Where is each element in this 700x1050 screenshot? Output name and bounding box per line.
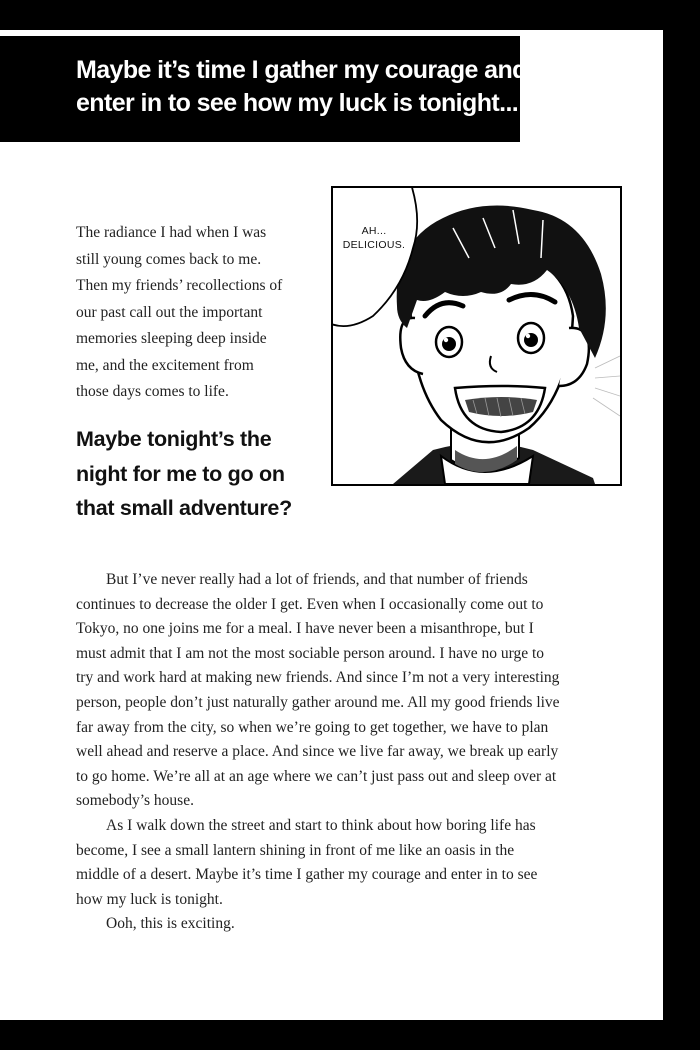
- subheading-line: Maybe tonight’s the: [76, 427, 272, 451]
- speech-line: AH...: [361, 225, 387, 237]
- text-line: somebody’s house.: [76, 792, 194, 810]
- text-line: Tokyo, no one joins me for a meal. I have never been a misanthrope, but I: [76, 620, 534, 638]
- text-line: middle of a desert. Maybe it’s time I gather my courage and enter in to see: [76, 866, 538, 884]
- text-line: Then my friends’ recollections of: [76, 277, 283, 294]
- body-text: [76, 568, 596, 937]
- text-line: far away from the city, so when we’re going to get together, we have to plan: [76, 718, 549, 736]
- text-line: As I walk down the street and start to think about how boring life has: [106, 816, 536, 834]
- text-line: memories sleeping deep inside: [76, 330, 267, 347]
- text-line: become, I see a small lantern shining in front of me like an oasis in the: [76, 841, 515, 859]
- manga-panel: [331, 186, 622, 486]
- title-line: enter in to see how my luck is tonight...: [76, 89, 519, 117]
- text-line: our past call out the important: [76, 303, 263, 321]
- text-line: person, people don’t just naturally gather around me. All my good friends live: [76, 693, 560, 711]
- text-line: how my luck is tonight.: [76, 890, 223, 908]
- subheading-line: night for me to go on: [76, 461, 285, 486]
- text-line: well ahead and reserve a place. And since we live far away, we break up early: [76, 743, 559, 761]
- intro-paragraph: [76, 220, 316, 406]
- text-line: me, and the excitement from: [76, 356, 254, 374]
- text-line: Ooh, this is exciting.: [106, 915, 235, 933]
- speech-line: DELICIOUS.: [342, 239, 406, 251]
- text-line: try and work hard at making new friends. And since I’m not a very interesting: [76, 669, 560, 687]
- title-line: Maybe it’s time I gather my courage and: [76, 56, 527, 84]
- text-line: still young comes back to me.: [76, 250, 262, 268]
- subheading-line: that small adventure?: [76, 496, 292, 520]
- text-line: continues to decrease the older I get. Even when I occasionally come out to: [76, 595, 544, 613]
- speech-bubble-text: [339, 224, 409, 252]
- subheading: [76, 422, 336, 526]
- text-line: to go home. We’re all at an age where we can’t just pass out and sleep over at: [76, 767, 557, 785]
- text-line: must admit that I am not the most sociable person around. I have no urge to: [76, 644, 545, 662]
- text-line: The radiance I had when I was: [76, 224, 267, 241]
- text-line: those days comes to life.: [76, 383, 229, 400]
- title-banner: [0, 36, 527, 142]
- text-line: But I’ve never really had a lot of friends, and that number of friends: [106, 571, 528, 588]
